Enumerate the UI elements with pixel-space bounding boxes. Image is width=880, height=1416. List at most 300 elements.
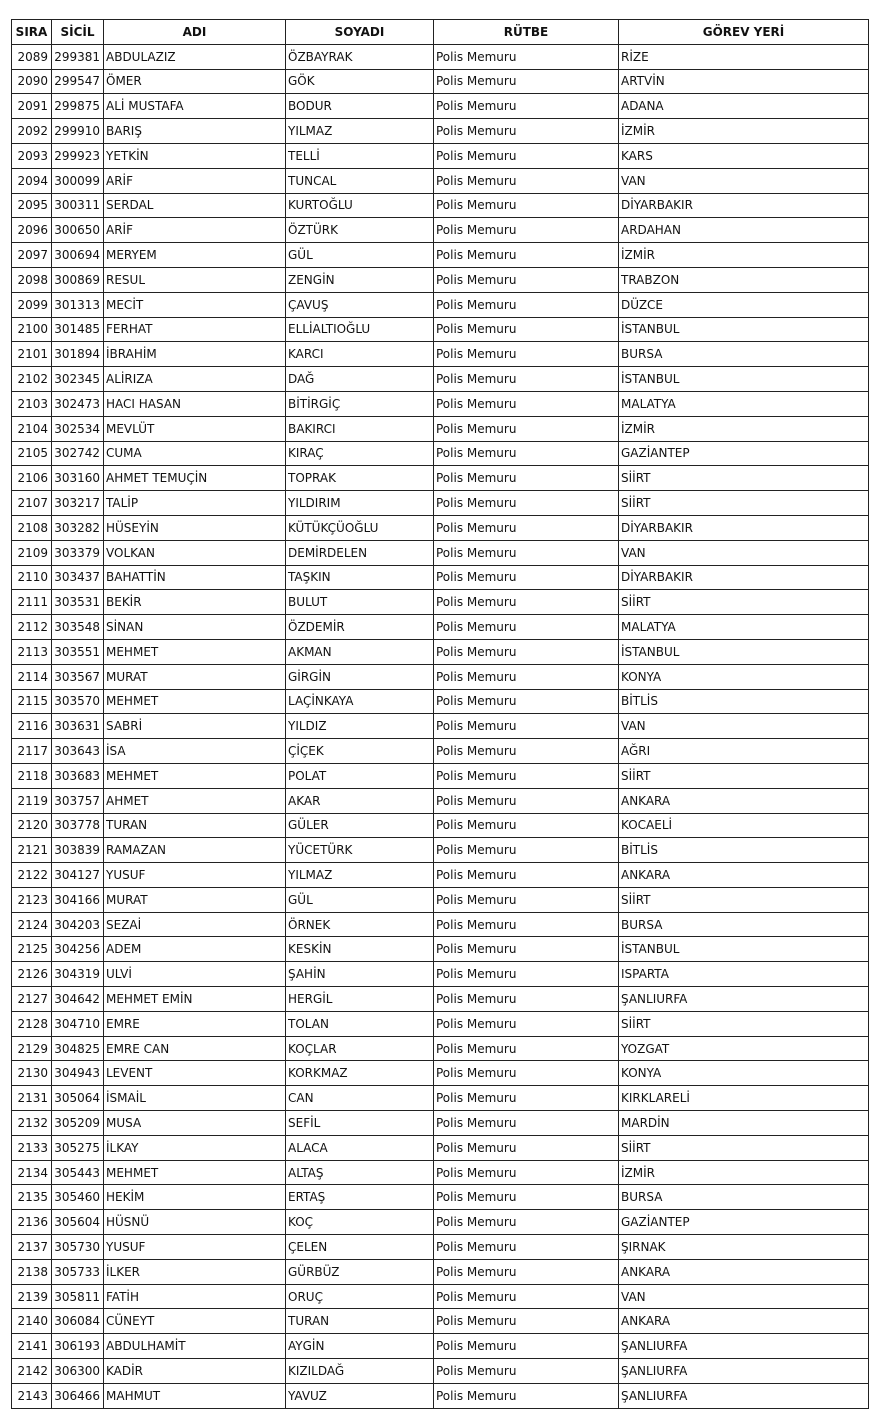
sira-cell: 2118: [12, 763, 52, 788]
gorev-yeri-cell: DİYARBAKIR: [619, 515, 869, 540]
adi-cell: MUSA: [104, 1111, 286, 1136]
rutbe-cell: Polis Memuru: [434, 987, 619, 1012]
gorev-yeri-cell: VAN: [619, 714, 869, 739]
sicil-cell: 303570: [52, 689, 104, 714]
adi-cell: HÜSEYİN: [104, 515, 286, 540]
soyadi-cell: KIRAÇ: [286, 441, 434, 466]
sicil-cell: 305460: [52, 1185, 104, 1210]
sira-cell: 2102: [12, 367, 52, 392]
sira-cell: 2089: [12, 44, 52, 69]
sira-cell: 2114: [12, 664, 52, 689]
gorev-yeri-cell: İSTANBUL: [619, 937, 869, 962]
rutbe-cell: Polis Memuru: [434, 218, 619, 243]
sira-cell: 2140: [12, 1309, 52, 1334]
sicil-cell: 304642: [52, 987, 104, 1012]
sira-cell: 2105: [12, 441, 52, 466]
sicil-cell: 302345: [52, 367, 104, 392]
soyadi-cell: TAŞKIN: [286, 565, 434, 590]
table-row: [12, 243, 869, 268]
header-row: [12, 20, 869, 45]
rutbe-cell: Polis Memuru: [434, 1111, 619, 1136]
header-adi: ADI: [104, 20, 286, 45]
soyadi-cell: KURTOĞLU: [286, 193, 434, 218]
soyadi-cell: GİRGİN: [286, 664, 434, 689]
rutbe-cell: Polis Memuru: [434, 1383, 619, 1408]
gorev-yeri-cell: MARDİN: [619, 1111, 869, 1136]
gorev-yeri-cell: VAN: [619, 168, 869, 193]
sicil-cell: 306084: [52, 1309, 104, 1334]
sicil-cell: 303643: [52, 739, 104, 764]
soyadi-cell: ALACA: [286, 1135, 434, 1160]
rutbe-cell: Polis Memuru: [434, 863, 619, 888]
rutbe-cell: Polis Memuru: [434, 193, 619, 218]
soyadi-cell: YAVUZ: [286, 1383, 434, 1408]
adi-cell: EMRE: [104, 1011, 286, 1036]
table-row: [12, 94, 869, 119]
sicil-cell: 304319: [52, 962, 104, 987]
sira-cell: 2132: [12, 1111, 52, 1136]
soyadi-cell: KÜTÜKÇÜOĞLU: [286, 515, 434, 540]
soyadi-cell: GÖK: [286, 69, 434, 94]
soyadi-cell: BODUR: [286, 94, 434, 119]
sicil-cell: 305064: [52, 1086, 104, 1111]
adi-cell: SİNAN: [104, 615, 286, 640]
gorev-yeri-cell: VAN: [619, 1284, 869, 1309]
sicil-cell: 300311: [52, 193, 104, 218]
adi-cell: VOLKAN: [104, 540, 286, 565]
rutbe-cell: Polis Memuru: [434, 69, 619, 94]
header-soyadi: SOYADI: [286, 20, 434, 45]
adi-cell: MEVLÜT: [104, 416, 286, 441]
table-row: [12, 689, 869, 714]
sira-cell: 2095: [12, 193, 52, 218]
table-row: [12, 292, 869, 317]
table-row: [12, 1334, 869, 1359]
sira-cell: 2123: [12, 887, 52, 912]
gorev-yeri-cell: KOCAELİ: [619, 813, 869, 838]
sira-cell: 2143: [12, 1383, 52, 1408]
soyadi-cell: TOPRAK: [286, 466, 434, 491]
adi-cell: MEHMET: [104, 763, 286, 788]
soyadi-cell: ZENGİN: [286, 267, 434, 292]
sira-cell: 2104: [12, 416, 52, 441]
gorev-yeri-cell: SİİRT: [619, 887, 869, 912]
gorev-yeri-cell: İSTANBUL: [619, 367, 869, 392]
sicil-cell: 303282: [52, 515, 104, 540]
table-row: [12, 491, 869, 516]
table-row: [12, 267, 869, 292]
sira-cell: 2100: [12, 317, 52, 342]
gorev-yeri-cell: ŞANLIURFA: [619, 1359, 869, 1384]
soyadi-cell: BULUT: [286, 590, 434, 615]
rutbe-cell: Polis Memuru: [434, 94, 619, 119]
soyadi-cell: ÖRNEK: [286, 912, 434, 937]
sira-cell: 2133: [12, 1135, 52, 1160]
rutbe-cell: Polis Memuru: [434, 342, 619, 367]
soyadi-cell: TELLİ: [286, 143, 434, 168]
table-row: [12, 788, 869, 813]
gorev-yeri-cell: VAN: [619, 540, 869, 565]
table-row: [12, 168, 869, 193]
gorev-yeri-cell: KONYA: [619, 1061, 869, 1086]
rutbe-cell: Polis Memuru: [434, 887, 619, 912]
table-row: [12, 466, 869, 491]
gorev-yeri-cell: KONYA: [619, 664, 869, 689]
gorev-yeri-cell: İZMİR: [619, 416, 869, 441]
gorev-yeri-cell: SİİRT: [619, 491, 869, 516]
sicil-cell: 305730: [52, 1235, 104, 1260]
gorev-yeri-cell: RİZE: [619, 44, 869, 69]
table-row: [12, 1160, 869, 1185]
rutbe-cell: Polis Memuru: [434, 714, 619, 739]
sira-cell: 2141: [12, 1334, 52, 1359]
sira-cell: 2142: [12, 1359, 52, 1384]
sicil-cell: 305604: [52, 1210, 104, 1235]
adi-cell: İSA: [104, 739, 286, 764]
table-row: [12, 193, 869, 218]
adi-cell: BARIŞ: [104, 119, 286, 144]
gorev-yeri-cell: ANKARA: [619, 1259, 869, 1284]
adi-cell: TALİP: [104, 491, 286, 516]
soyadi-cell: CAN: [286, 1086, 434, 1111]
sira-cell: 2097: [12, 243, 52, 268]
gorev-yeri-cell: TRABZON: [619, 267, 869, 292]
table-row: [12, 912, 869, 937]
table-row: [12, 1011, 869, 1036]
sicil-cell: 303683: [52, 763, 104, 788]
soyadi-cell: GÜLER: [286, 813, 434, 838]
soyadi-cell: ŞAHİN: [286, 962, 434, 987]
table-row: [12, 887, 869, 912]
sicil-cell: 303839: [52, 838, 104, 863]
rutbe-cell: Polis Memuru: [434, 441, 619, 466]
sicil-cell: 303757: [52, 788, 104, 813]
table-row: [12, 739, 869, 764]
sira-cell: 2138: [12, 1259, 52, 1284]
gorev-yeri-cell: BURSA: [619, 912, 869, 937]
rutbe-cell: Polis Memuru: [434, 912, 619, 937]
sira-cell: 2139: [12, 1284, 52, 1309]
sira-cell: 2129: [12, 1036, 52, 1061]
sicil-cell: 304166: [52, 887, 104, 912]
sicil-cell: 299875: [52, 94, 104, 119]
sicil-cell: 306193: [52, 1334, 104, 1359]
sira-cell: 2119: [12, 788, 52, 813]
sicil-cell: 300869: [52, 267, 104, 292]
adi-cell: SEZAİ: [104, 912, 286, 937]
soyadi-cell: HERGİL: [286, 987, 434, 1012]
sicil-cell: 300694: [52, 243, 104, 268]
adi-cell: ARİF: [104, 168, 286, 193]
table-row: [12, 317, 869, 342]
sira-cell: 2134: [12, 1160, 52, 1185]
sira-cell: 2110: [12, 565, 52, 590]
soyadi-cell: KARCI: [286, 342, 434, 367]
rutbe-cell: Polis Memuru: [434, 639, 619, 664]
rutbe-cell: Polis Memuru: [434, 763, 619, 788]
soyadi-cell: YILMAZ: [286, 119, 434, 144]
sicil-cell: 303631: [52, 714, 104, 739]
soyadi-cell: AKMAN: [286, 639, 434, 664]
adi-cell: HACI HASAN: [104, 391, 286, 416]
rutbe-cell: Polis Memuru: [434, 615, 619, 640]
rutbe-cell: Polis Memuru: [434, 1061, 619, 1086]
header-sicil: SİCİL: [52, 20, 104, 45]
adi-cell: İBRAHİM: [104, 342, 286, 367]
soyadi-cell: BAKIRCI: [286, 416, 434, 441]
adi-cell: MURAT: [104, 887, 286, 912]
rutbe-cell: Polis Memuru: [434, 1036, 619, 1061]
rutbe-cell: Polis Memuru: [434, 143, 619, 168]
rutbe-cell: Polis Memuru: [434, 1086, 619, 1111]
gorev-yeri-cell: ISPARTA: [619, 962, 869, 987]
sira-cell: 2121: [12, 838, 52, 863]
rutbe-cell: Polis Memuru: [434, 1235, 619, 1260]
gorev-yeri-cell: YOZGAT: [619, 1036, 869, 1061]
sira-cell: 2130: [12, 1061, 52, 1086]
rutbe-cell: Polis Memuru: [434, 739, 619, 764]
sicil-cell: 305275: [52, 1135, 104, 1160]
soyadi-cell: KESKİN: [286, 937, 434, 962]
rutbe-cell: Polis Memuru: [434, 1185, 619, 1210]
adi-cell: ABDULHAMİT: [104, 1334, 286, 1359]
rutbe-cell: Polis Memuru: [434, 1210, 619, 1235]
sicil-cell: 303379: [52, 540, 104, 565]
gorev-yeri-cell: SİİRT: [619, 1011, 869, 1036]
rutbe-cell: Polis Memuru: [434, 168, 619, 193]
adi-cell: CÜNEYT: [104, 1309, 286, 1334]
gorev-yeri-cell: ANKARA: [619, 863, 869, 888]
table-row: [12, 143, 869, 168]
soyadi-cell: GÜL: [286, 887, 434, 912]
adi-cell: YUSUF: [104, 863, 286, 888]
soyadi-cell: YILDIZ: [286, 714, 434, 739]
adi-cell: MAHMUT: [104, 1383, 286, 1408]
table-row: [12, 615, 869, 640]
rutbe-cell: Polis Memuru: [434, 466, 619, 491]
sira-cell: 2113: [12, 639, 52, 664]
sira-cell: 2106: [12, 466, 52, 491]
sira-cell: 2136: [12, 1210, 52, 1235]
gorev-yeri-cell: İSTANBUL: [619, 639, 869, 664]
adi-cell: ABDULAZIZ: [104, 44, 286, 69]
table-row: [12, 44, 869, 69]
sicil-cell: 304127: [52, 863, 104, 888]
table-row: [12, 1383, 869, 1408]
sicil-cell: 303217: [52, 491, 104, 516]
adi-cell: HEKİM: [104, 1185, 286, 1210]
soyadi-cell: YÜCETÜRK: [286, 838, 434, 863]
soyadi-cell: KIZILDAĞ: [286, 1359, 434, 1384]
table-row: [12, 119, 869, 144]
sira-cell: 2122: [12, 863, 52, 888]
rutbe-cell: Polis Memuru: [434, 788, 619, 813]
sicil-cell: 299381: [52, 44, 104, 69]
header-gorev-yeri: GÖREV YERİ: [619, 20, 869, 45]
sira-cell: 2117: [12, 739, 52, 764]
sira-cell: 2107: [12, 491, 52, 516]
soyadi-cell: GÜL: [286, 243, 434, 268]
gorev-yeri-cell: ŞANLIURFA: [619, 1334, 869, 1359]
table-row: [12, 763, 869, 788]
rutbe-cell: Polis Memuru: [434, 1284, 619, 1309]
rutbe-cell: Polis Memuru: [434, 44, 619, 69]
gorev-yeri-cell: ŞIRNAK: [619, 1235, 869, 1260]
sira-cell: 2109: [12, 540, 52, 565]
adi-cell: FERHAT: [104, 317, 286, 342]
soyadi-cell: TUNCAL: [286, 168, 434, 193]
rutbe-cell: Polis Memuru: [434, 689, 619, 714]
sira-cell: 2137: [12, 1235, 52, 1260]
adi-cell: MURAT: [104, 664, 286, 689]
table-row: [12, 416, 869, 441]
personnel-table: [11, 19, 869, 1409]
table-row: [12, 565, 869, 590]
gorev-yeri-cell: BURSA: [619, 1185, 869, 1210]
table-row: [12, 1309, 869, 1334]
sira-cell: 2096: [12, 218, 52, 243]
adi-cell: BAHATTİN: [104, 565, 286, 590]
adi-cell: MERYEM: [104, 243, 286, 268]
rutbe-cell: Polis Memuru: [434, 119, 619, 144]
adi-cell: SERDAL: [104, 193, 286, 218]
sicil-cell: 299910: [52, 119, 104, 144]
gorev-yeri-cell: ARTVİN: [619, 69, 869, 94]
sicil-cell: 303160: [52, 466, 104, 491]
adi-cell: AHMET TEMUÇİN: [104, 466, 286, 491]
adi-cell: MEHMET: [104, 639, 286, 664]
soyadi-cell: ÖZDEMİR: [286, 615, 434, 640]
soyadi-cell: BİTİRGİÇ: [286, 391, 434, 416]
sira-cell: 2099: [12, 292, 52, 317]
sicil-cell: 301485: [52, 317, 104, 342]
sira-cell: 2112: [12, 615, 52, 640]
table-row: [12, 1061, 869, 1086]
gorev-yeri-cell: ANKARA: [619, 1309, 869, 1334]
gorev-yeri-cell: SİİRT: [619, 1135, 869, 1160]
adi-cell: İSMAİL: [104, 1086, 286, 1111]
soyadi-cell: ÖZBAYRAK: [286, 44, 434, 69]
gorev-yeri-cell: İZMİR: [619, 119, 869, 144]
gorev-yeri-cell: DİYARBAKIR: [619, 565, 869, 590]
table-row: [12, 1111, 869, 1136]
adi-cell: AHMET: [104, 788, 286, 813]
soyadi-cell: TURAN: [286, 1309, 434, 1334]
gorev-yeri-cell: ADANA: [619, 94, 869, 119]
gorev-yeri-cell: ANKARA: [619, 788, 869, 813]
adi-cell: FATİH: [104, 1284, 286, 1309]
adi-cell: YETKİN: [104, 143, 286, 168]
gorev-yeri-cell: İZMİR: [619, 1160, 869, 1185]
adi-cell: MECİT: [104, 292, 286, 317]
rutbe-cell: Polis Memuru: [434, 367, 619, 392]
table-row: [12, 367, 869, 392]
adi-cell: MEHMET EMİN: [104, 987, 286, 1012]
adi-cell: ULVİ: [104, 962, 286, 987]
sicil-cell: 299923: [52, 143, 104, 168]
sira-cell: 2135: [12, 1185, 52, 1210]
sira-cell: 2090: [12, 69, 52, 94]
table-row: [12, 937, 869, 962]
sicil-cell: 305209: [52, 1111, 104, 1136]
adi-cell: BEKİR: [104, 590, 286, 615]
soyadi-cell: ÇİÇEK: [286, 739, 434, 764]
adi-cell: İLKER: [104, 1259, 286, 1284]
soyadi-cell: AKAR: [286, 788, 434, 813]
table-row: [12, 540, 869, 565]
adi-cell: İLKAY: [104, 1135, 286, 1160]
rutbe-cell: Polis Memuru: [434, 1135, 619, 1160]
table-row: [12, 714, 869, 739]
soyadi-cell: DEMİRDELEN: [286, 540, 434, 565]
rutbe-cell: Polis Memuru: [434, 565, 619, 590]
soyadi-cell: SEFİL: [286, 1111, 434, 1136]
adi-cell: KADİR: [104, 1359, 286, 1384]
table-row: [12, 1284, 869, 1309]
sicil-cell: 304256: [52, 937, 104, 962]
sira-cell: 2094: [12, 168, 52, 193]
rutbe-cell: Polis Memuru: [434, 1334, 619, 1359]
sicil-cell: 303548: [52, 615, 104, 640]
sicil-cell: 302473: [52, 391, 104, 416]
sicil-cell: 305443: [52, 1160, 104, 1185]
sicil-cell: 304943: [52, 1061, 104, 1086]
adi-cell: TURAN: [104, 813, 286, 838]
soyadi-cell: ÇELEN: [286, 1235, 434, 1260]
table-row: [12, 1185, 869, 1210]
sira-cell: 2091: [12, 94, 52, 119]
sira-cell: 2103: [12, 391, 52, 416]
table-row: [12, 1235, 869, 1260]
rutbe-cell: Polis Memuru: [434, 292, 619, 317]
sira-cell: 2120: [12, 813, 52, 838]
table-row: [12, 342, 869, 367]
rutbe-cell: Polis Memuru: [434, 491, 619, 516]
table-row: [12, 639, 869, 664]
sira-cell: 2124: [12, 912, 52, 937]
rutbe-cell: Polis Memuru: [434, 391, 619, 416]
table-row: [12, 1210, 869, 1235]
rutbe-cell: Polis Memuru: [434, 937, 619, 962]
sira-cell: 2128: [12, 1011, 52, 1036]
table-row: [12, 1359, 869, 1384]
table-row: [12, 863, 869, 888]
table-row: [12, 1086, 869, 1111]
rutbe-cell: Polis Memuru: [434, 267, 619, 292]
soyadi-cell: ÖZTÜRK: [286, 218, 434, 243]
soyadi-cell: YILMAZ: [286, 863, 434, 888]
gorev-yeri-cell: BİTLİS: [619, 689, 869, 714]
sicil-cell: 299547: [52, 69, 104, 94]
table-row: [12, 515, 869, 540]
table-body: [12, 44, 869, 1408]
rutbe-cell: Polis Memuru: [434, 962, 619, 987]
rutbe-cell: Polis Memuru: [434, 515, 619, 540]
sira-cell: 2101: [12, 342, 52, 367]
soyadi-cell: AYGİN: [286, 1334, 434, 1359]
table-row: [12, 590, 869, 615]
sira-cell: 2127: [12, 987, 52, 1012]
gorev-yeri-cell: BİTLİS: [619, 838, 869, 863]
rutbe-cell: Polis Memuru: [434, 317, 619, 342]
sicil-cell: 303567: [52, 664, 104, 689]
sira-cell: 2093: [12, 143, 52, 168]
rutbe-cell: Polis Memuru: [434, 664, 619, 689]
sira-cell: 2111: [12, 590, 52, 615]
gorev-yeri-cell: ARDAHAN: [619, 218, 869, 243]
sicil-cell: 303551: [52, 639, 104, 664]
gorev-yeri-cell: SİİRT: [619, 763, 869, 788]
